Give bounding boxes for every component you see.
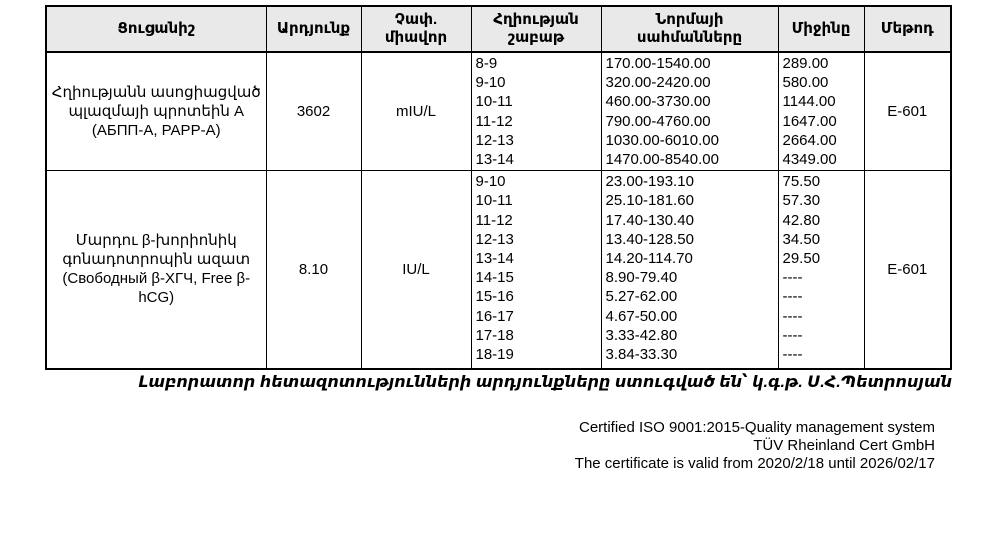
cell-line: 15-16 xyxy=(475,288,514,306)
unit-value: mIU/L xyxy=(361,52,471,171)
cell-line: ---- xyxy=(782,307,803,325)
cell-line: 13-14 xyxy=(475,151,514,169)
cell-line: 57.30 xyxy=(782,192,821,210)
cell-line: 34.50 xyxy=(782,230,821,248)
cell-line: 3.84-33.30 xyxy=(605,346,678,364)
indicator-name: Մարդու β-խորիոնիկ գոնադոտրոպին ազատ (Свободный β-ХГЧ, Free β-hCG) xyxy=(46,171,266,369)
cell-line: 320.00-2420.00 xyxy=(605,74,711,92)
cell-line: 14.20-114.70 xyxy=(605,250,693,268)
cell-line: 580.00 xyxy=(782,74,829,92)
verification-footnote: Լաբորատոր հետազոտությունների արդյունքները ստուգված են՝ կ.գ.թ. Ս.Հ.Պետրոսյան xyxy=(138,373,952,391)
method-value: E-601 xyxy=(864,52,951,171)
cell-line: 2664.00 xyxy=(782,131,837,149)
cell-line: 11-12 xyxy=(475,211,513,229)
cell-line: 11-12 xyxy=(475,112,513,130)
indicator-name: Հղիությանն ասոցիացված պլազմայի պրոտեին A (АБПП-А, PAPP-A) xyxy=(46,52,266,171)
cell-line: 29.50 xyxy=(782,250,821,268)
column-header-unit: Չափ. միավոր xyxy=(361,6,471,52)
means-list xyxy=(778,52,864,171)
cell-line: 8.90-79.40 xyxy=(605,269,678,287)
method-value: E-601 xyxy=(864,171,951,369)
result-value: 8.10 xyxy=(266,171,361,369)
table-row-free-bhcg xyxy=(46,171,951,369)
cell-line: 8-9 xyxy=(475,55,498,72)
lab-results-table xyxy=(45,5,952,370)
column-header-pregnancy-week: Հղիության շաբաթ xyxy=(471,6,601,52)
certification-block xyxy=(0,419,935,473)
cell-line: 10-11 xyxy=(475,192,513,210)
cell-line: 16-17 xyxy=(475,307,514,325)
cell-line: 1470.00-8540.00 xyxy=(605,151,719,169)
cell-line: 13-14 xyxy=(475,250,514,268)
cell-line: 25.10-181.60 xyxy=(605,192,694,210)
pregnancy-weeks-list xyxy=(471,52,601,171)
cell-line: 18-19 xyxy=(475,346,514,364)
normal-limits-list xyxy=(601,171,778,369)
lab-report-page xyxy=(0,5,1000,547)
cell-line: 460.00-3730.00 xyxy=(605,93,711,111)
cell-line: 9-10 xyxy=(475,74,506,92)
cell-line: 17.40-130.40 xyxy=(605,211,694,229)
cell-line: 1144.00 xyxy=(782,93,836,111)
cell-line: 10-11 xyxy=(475,93,513,111)
certificate-line-issuer: TÜV Rheinland Cert GmbH xyxy=(753,436,935,454)
cell-line: 3.33-42.80 xyxy=(605,326,678,344)
cell-line: 14-15 xyxy=(475,269,514,287)
column-header-indicator: Ցուցանիշ xyxy=(46,6,266,52)
cell-line: 12-13 xyxy=(475,131,514,149)
cell-line: 170.00-1540.00 xyxy=(605,55,711,72)
certificate-line-iso: Certified ISO 9001:2015-Quality management system xyxy=(578,418,935,436)
cell-line: ---- xyxy=(782,346,803,364)
cell-line: 75.50 xyxy=(782,173,821,191)
cell-line: ---- xyxy=(782,288,803,306)
table-row-papp-a xyxy=(46,52,951,171)
cell-line: 790.00-4760.00 xyxy=(605,112,711,130)
column-header-normal-limits: Նորմայի սահմանները xyxy=(601,6,778,52)
column-header-result: Արդյունք xyxy=(266,6,361,52)
cell-line: 42.80 xyxy=(782,211,821,229)
normal-limits-list xyxy=(601,52,778,171)
cell-line: 289.00 xyxy=(782,55,829,72)
cell-line: 23.00-193.10 xyxy=(605,173,694,191)
certificate-line-validity: The certificate is valid from 2020/2/18 until 2026/02/17 xyxy=(574,454,935,472)
cell-line: 13.40-128.50 xyxy=(605,230,694,248)
pregnancy-weeks-list xyxy=(471,171,601,369)
column-header-mean: Միջինը xyxy=(778,6,864,52)
cell-line: ---- xyxy=(782,269,803,287)
column-header-method: Մեթոդ xyxy=(864,6,951,52)
cell-line: 1647.00 xyxy=(782,112,837,130)
cell-line: 5.27-62.00 xyxy=(605,288,678,306)
result-value: 3602 xyxy=(266,52,361,171)
unit-value: IU/L xyxy=(361,171,471,369)
cell-line: 1030.00-6010.00 xyxy=(605,131,719,149)
cell-line: 9-10 xyxy=(475,173,506,191)
cell-line: ---- xyxy=(782,326,803,344)
cell-line: 17-18 xyxy=(475,326,514,344)
cell-line: 4.67-50.00 xyxy=(605,307,678,325)
table-header-row xyxy=(46,6,951,52)
cell-line: 12-13 xyxy=(475,230,514,248)
means-list xyxy=(778,171,864,369)
cell-line: 4349.00 xyxy=(782,151,837,169)
